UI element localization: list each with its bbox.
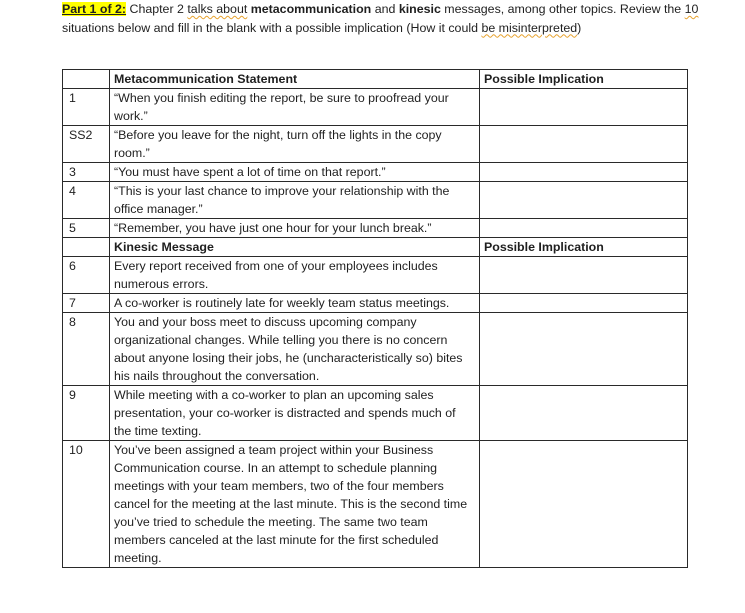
- column-header-implication: Possible Implication: [480, 238, 688, 257]
- row-number: 6: [63, 257, 110, 294]
- table-cell: [63, 70, 110, 89]
- intro-text: be misinterpreted: [481, 20, 578, 35]
- situation-text: “When you finish editing the report, be sure to proofread your work.”: [110, 89, 480, 126]
- table-row: [63, 219, 688, 238]
- intro-text: ): [577, 20, 582, 35]
- situation-text: “Before you leave for the night, turn off the lights in the copy room.”: [110, 126, 480, 163]
- row-number: 7: [63, 294, 110, 313]
- implication-input[interactable]: [480, 182, 688, 219]
- implication-input[interactable]: [480, 163, 688, 182]
- situation-text: You and your boss meet to discuss upcoming company organizational changes. While telling you there is no concern about anyone losing their jobs, he (uncharacteristically so) bites his nails throughout the conversation.: [110, 313, 480, 386]
- instructions-paragraph: [62, 0, 702, 37]
- intro-text: Chapter 2: [126, 2, 188, 16]
- table-row: [63, 89, 688, 126]
- part-label: Part 1 of 2:: [62, 2, 127, 16]
- column-header-metacommunication: Metacommunication Statement: [110, 70, 480, 89]
- column-header-kinesic: Kinesic Message: [110, 238, 480, 257]
- row-number: 9: [63, 386, 110, 441]
- intro-bold-term: metacommunication: [250, 2, 372, 16]
- table-row: [63, 386, 688, 441]
- implication-input[interactable]: [480, 89, 688, 126]
- table-row: [63, 441, 688, 568]
- situation-text: A co-worker is routinely late for weekly team status meetings.: [110, 294, 480, 313]
- situation-text: “This is your last chance to improve your relationship with the office manager.”: [110, 182, 480, 219]
- table-row: [63, 126, 688, 163]
- situation-text: While meeting with a co-worker to plan an upcoming sales presentation, your co-worker is distracted and spends much of the time texting.: [110, 386, 480, 441]
- table-cell: [63, 238, 110, 257]
- row-number: 4: [63, 182, 110, 219]
- implication-input[interactable]: [480, 126, 688, 163]
- intro-bold-term: kinesic: [398, 2, 441, 16]
- implication-input[interactable]: [480, 386, 688, 441]
- situation-text: You’ve been assigned a team project within your Business Communication course. In an attempt to schedule planning meetings with your team members, two of the four members cancel for the meeting at the last minute. This is the second time you’ve tried to schedule the meeting. The same two team members canceled at the last minute for the first scheduled meeting.: [110, 441, 480, 568]
- situation-text: Every report received from one of your employees includes numerous errors.: [110, 257, 480, 294]
- row-number: 3: [63, 163, 110, 182]
- implication-input[interactable]: [480, 441, 688, 568]
- situation-text: “Remember, you have just one hour for your lunch break.”: [110, 219, 480, 238]
- implication-input[interactable]: [480, 257, 688, 294]
- intro-text: messages, among other topics. Review the: [440, 2, 685, 16]
- implication-input[interactable]: [480, 219, 688, 238]
- table-row: [63, 294, 688, 313]
- kinesic-header-row: [63, 238, 688, 257]
- table-row: [63, 182, 688, 219]
- column-header-implication: Possible Implication: [480, 70, 688, 89]
- implications-table: [62, 69, 688, 568]
- implication-input[interactable]: [480, 313, 688, 386]
- table-header-row: [63, 70, 688, 89]
- intro-text: and: [371, 2, 399, 16]
- intro-text: situations below and fill in the blank with a possible implication (How it could: [62, 20, 482, 35]
- row-number: 5: [63, 219, 110, 238]
- intro-text: talks about: [187, 2, 248, 16]
- table-row: [63, 257, 688, 294]
- row-number: SS2: [63, 126, 110, 163]
- row-number: 8: [63, 313, 110, 386]
- row-number: 1: [63, 89, 110, 126]
- intro-text: 10: [684, 2, 699, 16]
- table-row: [63, 313, 688, 386]
- row-number: 10: [63, 441, 110, 568]
- table-row: [63, 163, 688, 182]
- situation-text: “You must have spent a lot of time on that report.”: [110, 163, 480, 182]
- implication-input[interactable]: [480, 294, 688, 313]
